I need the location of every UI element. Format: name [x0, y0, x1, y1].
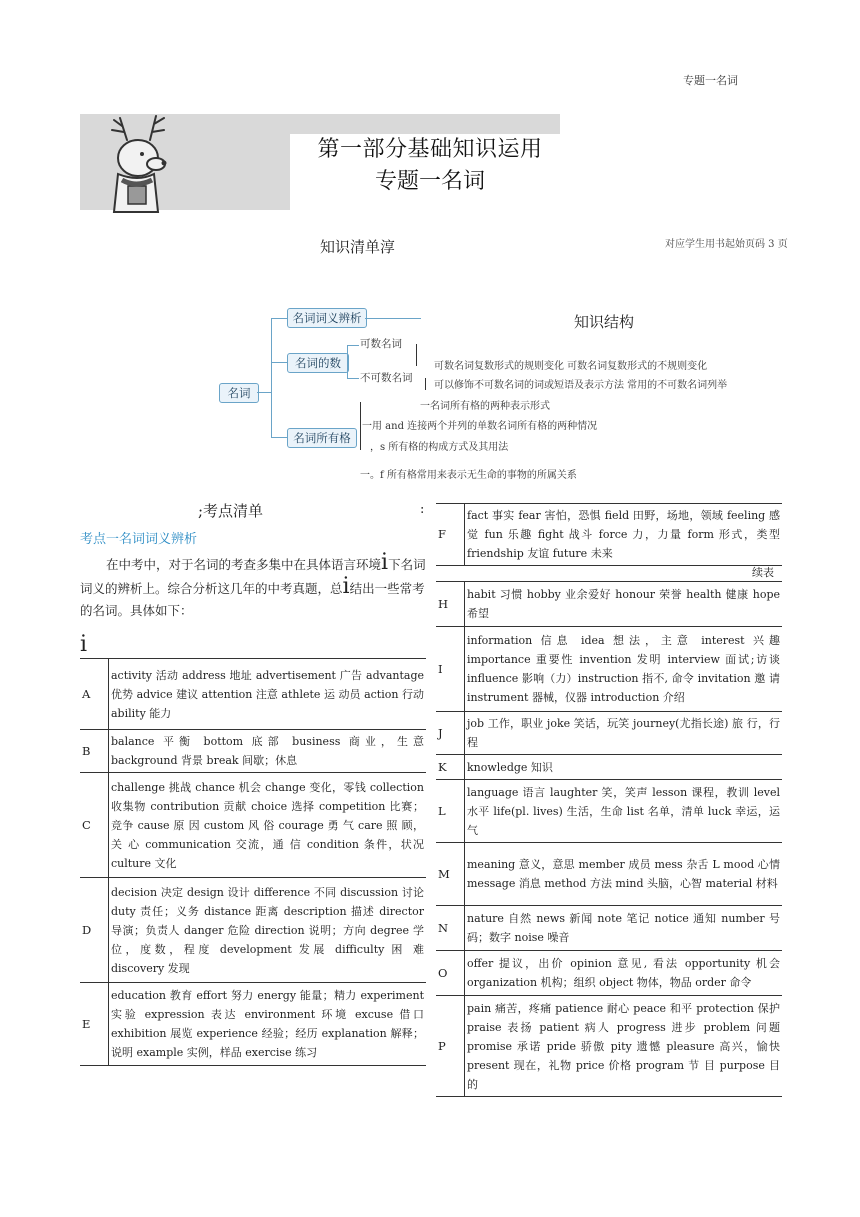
intro-text-1: 在中考中，对于名词的考查多集中在具体语言环境: [106, 557, 382, 572]
banner-title-line1: 第一部分基础知识运用: [317, 137, 543, 162]
table-row: [80, 730, 426, 773]
checklist-subtitle: 考点一名词词义辨析: [80, 532, 198, 547]
table-row: [436, 504, 782, 566]
row-letter: K: [436, 755, 465, 780]
vocab-table-right: [436, 581, 782, 1097]
row-letter: P: [436, 996, 465, 1097]
possessive-detail-1: 一名词所有格的两种表示形式: [420, 401, 550, 412]
checklist-colon: :: [420, 502, 425, 517]
standalone-glyph: i: [80, 632, 88, 657]
table-row: [80, 773, 426, 878]
table-row: [80, 659, 426, 730]
row-letter: C: [80, 773, 109, 878]
row-words: nature 自然 news 新闻 note 笔记 notice 通知 number 号码；数字 noise 噪音: [465, 906, 783, 951]
running-title: 专题一名词: [683, 74, 738, 87]
section-title: 知识清单淳: [320, 238, 396, 256]
connector: [347, 345, 348, 379]
intro-paragraph: [80, 552, 428, 622]
row-letter: B: [80, 730, 109, 773]
table-row: [80, 878, 426, 983]
table-row: [436, 712, 782, 755]
connector: [271, 437, 287, 438]
row-letter: A: [80, 659, 109, 730]
countable-node: 可数名词: [360, 338, 402, 350]
vocab-table-right-top: [436, 503, 782, 566]
row-words: offer 提议，出价 opinion 意见, 看法 opportunity 机会 organization 机构；组织 object 物体，物品 order 命令: [465, 951, 783, 996]
banner-title-line2: 专题一名词: [374, 169, 485, 194]
row-words: information 信息 idea 想法，主意 interest 兴趣 importance 重要性 invention 发明 interview 面试;访谈 influence 影响（力）instruction 指不, 命令 invitation 邀 请 instrument 器械，仪器 introduction 介绍: [465, 627, 783, 712]
branch-node-number: 名词的数: [287, 353, 349, 373]
connector: [416, 344, 417, 366]
row-words: knowledge 知识: [465, 755, 783, 780]
row-letter: I: [436, 627, 465, 712]
connector: [271, 318, 287, 319]
row-words: pain 痛苦，疼痛 patience 耐心 peace 和平 protection 保护 praise 表扬 patient 病人 progress 进步 problem 问题 promise 承诺 pride 骄傲 pity 遗憾 pleasure 高兴，愉快 present 现在，礼物 price 价格 program 节 目 purpose 目 的: [465, 996, 783, 1097]
connector: [365, 318, 421, 319]
table-row: [436, 780, 782, 843]
row-letter: N: [436, 906, 465, 951]
row-words: activity 活动 address 地址 advertisement 广告 advantage 优势 advice 建议 attention 注意 athlete 运 动员 action 行动 ability 能力: [109, 659, 427, 730]
branch-node-meaning: 名词词义辨析: [287, 308, 367, 328]
row-letter: D: [80, 878, 109, 983]
table-row: [436, 906, 782, 951]
structure-title: 知识结构: [574, 313, 635, 331]
row-letter: H: [436, 582, 465, 627]
row-words: meaning 意义，意思 member 成员 mess 杂舌 L mood 心情 message 消息 method 方法 mind 头脑，心智 material 材料: [465, 843, 783, 906]
table-row: [436, 627, 782, 712]
possessive-detail-2: 一用 and 连接两个并列的单数名词所有格的两种情况: [362, 421, 598, 432]
vocab-table-left: [80, 658, 426, 1066]
deer-mascot-icon: [92, 100, 192, 220]
table-row: [436, 755, 782, 780]
row-letter: L: [436, 780, 465, 843]
possessive-detail-3: ，s 所有格的构成方式及其用法: [370, 442, 509, 453]
row-words: challenge 挑战 chance 机会 change 变化，零钱 collection 收集物 contribution 贡献 choice 选择 competition 比赛；竞争 cause 原 因 custom 风 俗 courage 勇 气 care 照 顾， 关 心 communication 交流，通 信 condition 条件，状况 culture 文化: [109, 773, 427, 878]
intro-text-3: 结出一些常考的名词。具体如下：: [80, 581, 425, 618]
branch-node-possessive: 名词所有格: [287, 428, 357, 448]
row-letter: J: [436, 712, 465, 755]
row-words: education 教育 effort 努力 energy 能量；精力 experiment 实验 expression 表达 environment 环境 excuse 借口 exhibition 展览 experience 经验；经历 explanation 解释；说明 example 实例，样品 exercise 练习: [109, 983, 427, 1066]
checklist-title: ;考点清单: [198, 502, 264, 520]
table-row: [436, 951, 782, 996]
row-words: balance 平衡 bottom 底部 business 商业，生意 background 背景 break 间歇；休息: [109, 730, 427, 773]
row-words: fact 事实 fear 害怕，恐惧 field 田野，场地，领域 feeling 感觉 fun 乐趣 fight 战斗 force 力，力量 form 形式，类型 friendship 友谊 future 未来: [465, 504, 783, 566]
connector: [271, 362, 287, 363]
connector: [347, 345, 359, 346]
intro-glyph-1: i: [381, 550, 389, 575]
connector: [347, 378, 359, 379]
table-row: [436, 843, 782, 906]
intro-text-2: 下名词词义的辨析上。综合分析这几年的中考真题，总: [80, 557, 426, 596]
uncountable-node: 不可数名词: [360, 372, 413, 384]
row-letter: E: [80, 983, 109, 1066]
table-row: [436, 582, 782, 627]
row-words: habit 习惯 hobby 业余爱好 honour 荣誉 health 健康 hope 希望: [465, 582, 783, 627]
connector: [360, 402, 361, 450]
table-row: [80, 983, 426, 1066]
uncountable-detail: 可以修饰不可数名词的词或短语及表示方法 常用的不可数名词列举: [434, 380, 728, 391]
root-node: 名词: [219, 383, 259, 403]
table-row: [436, 996, 782, 1097]
row-words: decision 决定 design 设计 difference 不同 discussion 讨论 duty 责任；义务 distance 距离 description 描述 director 导演；负责人 danger 危险 direction 说明；方向 degree 学位，度数，程度 development 发展 difficulty 困 难 discovery 发现: [109, 878, 427, 983]
row-words: job 工作，职业 joke 笑话，玩笑 journey(尤指长途) 旅 行，行程: [465, 712, 783, 755]
row-words: language 语言 laughter 笑，笑声 lesson 课程，教训 level 水平 life(pl. lives) 生活，生命 list 名单，清单 luck 幸运，运气: [465, 780, 783, 843]
page-reference: 对应学生用书起始页码 3 页: [665, 239, 788, 250]
countable-detail: 可数名词复数形式的规则变化 可数名词复数形式的不规则变化: [434, 361, 708, 372]
continued-label: 续表: [752, 566, 774, 579]
possessive-detail-4: 一。f 所有格常用来表示无生命的事物的所属关系: [360, 470, 577, 481]
intro-glyph-2: i: [342, 574, 350, 599]
connector: [271, 318, 272, 438]
row-letter: O: [436, 951, 465, 996]
row-letter: F: [436, 504, 465, 566]
row-letter: M: [436, 843, 465, 906]
connector: [257, 392, 271, 393]
connector: [425, 378, 426, 390]
